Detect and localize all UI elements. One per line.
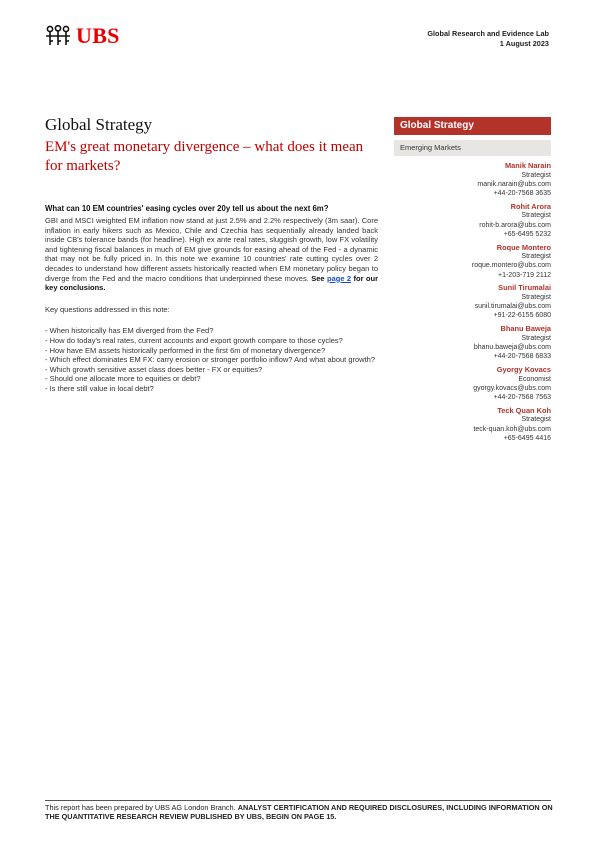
document-title: Global Strategy <box>45 115 153 134</box>
list-item: - How have EM assets historically performed in the first 6m of monetary divergence? <box>45 345 326 355</box>
logo-text: UBS <box>76 23 120 48</box>
analyst-phone: +91-22-6155 6080 <box>493 312 551 320</box>
analyst-card <box>394 202 551 239</box>
analyst-name: Rohit Arora <box>510 201 551 211</box>
analyst-name: Roque Montero <box>496 242 551 252</box>
analyst-card <box>394 406 551 443</box>
analyst-phone: +1-203-719 2112 <box>498 271 551 279</box>
analyst-name: Gyorgy Kovacs <box>496 364 551 374</box>
research-lab-label: Global Research and Evidence Lab <box>427 29 549 38</box>
analyst-role: Strategist <box>521 253 551 261</box>
footer-lead: This report has been prepared by UBS AG London Branch. <box>45 803 236 812</box>
document-subtitle: EM's great monetary divergence – what does it mean for markets? <box>45 139 364 174</box>
sidebar-category: Emerging Markets <box>394 140 551 156</box>
list-item: - How do today's real rates, current accounts and export growth compare to those cycles? <box>45 335 343 345</box>
analyst-role: Strategist <box>521 334 551 342</box>
analyst-email[interactable]: teck-quan.koh@ubs.com <box>473 425 551 433</box>
analyst-role: Strategist <box>521 416 551 424</box>
report-date: 1 August 2023 <box>499 38 549 48</box>
analyst-phone: +44-20-7568 6833 <box>493 353 551 361</box>
footer-divider <box>45 800 551 801</box>
analyst-role: Economist <box>518 375 551 383</box>
analyst-phone: +65-6495 5232 <box>503 230 551 238</box>
lead-question: What can 10 EM countries' easing cycles over 20y tell us about the next 6m? <box>45 204 329 213</box>
analyst-email[interactable]: rohit-b.arora@ubs.com <box>479 221 551 229</box>
key-questions-list <box>45 326 378 393</box>
analyst-email[interactable]: sunil.tirumalai@ubs.com <box>474 303 551 311</box>
analyst-name: Bhanu Baweja <box>500 324 551 334</box>
analyst-name: Teck Quan Koh <box>497 405 551 415</box>
analyst-phone: +44-20-7568 3635 <box>493 190 551 197</box>
list-item: - Is there still value in local debt? <box>45 383 154 393</box>
header-info <box>427 29 549 48</box>
analyst-phone: +65-6495 4416 <box>503 434 551 442</box>
analyst-email[interactable]: manik.narain@ubs.com <box>477 180 551 188</box>
analyst-list <box>394 161 551 447</box>
analyst-phone: +44-20-7568 7563 <box>493 393 551 401</box>
list-item: - Should one allocate more to equities or debt? <box>45 374 201 384</box>
analyst-card <box>394 243 551 280</box>
analyst-role: Strategist <box>521 293 551 301</box>
questions-intro: Key questions addressed in this note: <box>45 304 170 314</box>
list-item: - Which growth sensitive asset class does better - FX or equities? <box>45 364 263 374</box>
analyst-role: Strategist <box>521 171 551 179</box>
analyst-role: Strategist <box>521 212 551 220</box>
analyst-email[interactable]: gyorgy.kovacs@ubs.com <box>473 384 551 392</box>
analyst-name: Sunil Tirumalai <box>498 283 551 293</box>
see-prefix: See <box>311 273 325 283</box>
analyst-email[interactable]: roque.montero@ubs.com <box>471 262 551 270</box>
list-item: - Which effect dominates EM FX: carry erosion or stronger portfolio inflow? And what about growth? <box>45 355 376 365</box>
page-2-link[interactable]: page 2 <box>326 273 352 283</box>
summary-text: GBI and MSCI weighted EM inflation now stand at just 2.5% and 2.2% respectively (3m saar). Core inflation in early hikers such as Mexico, Chile and Czechia has sequentially already landed back inside CB's tolerance bands (for headline). High ex ante real rates, sluggish growth, low FX volatility and tightening fiscal balances in much of EM give grounds for easing ahead of the Fed - a dynamic that may not be fully priced in. In this note we examine 10 countries' rate cutting cycles over 2 decades to understand how different assets historically reacted when EM monetary policy began to diverge from the Fed and the macro conditions that underpinned these moves. <box>45 216 378 283</box>
footer-disclosure: ANALYST CERTIFICATION AND REQUIRED DISCLOSURES, INCLUDING INFORMATION ON THE QUANTITATIVE RESEARCH REVIEW PUBLISHED BY UBS, BEGIN ON PAGE 15. <box>45 803 553 822</box>
list-item: - When historically has EM diverged from the Fed? <box>45 326 214 336</box>
ubs-logo <box>45 25 120 47</box>
analyst-card <box>394 161 551 198</box>
footer-disclaimer <box>45 803 555 822</box>
analyst-card <box>394 324 551 361</box>
analyst-card <box>394 365 551 402</box>
analyst-name: Manik Narain <box>504 161 551 170</box>
main-content <box>45 204 378 394</box>
summary-paragraph <box>45 216 378 293</box>
ubs-keys-icon <box>45 25 71 47</box>
see-suffix: for our key conclusions. <box>45 273 378 293</box>
sidebar-banner: Global Strategy <box>394 117 551 135</box>
analyst-email[interactable]: bhanu.baweja@ubs.com <box>473 343 551 351</box>
analyst-card <box>394 283 551 320</box>
